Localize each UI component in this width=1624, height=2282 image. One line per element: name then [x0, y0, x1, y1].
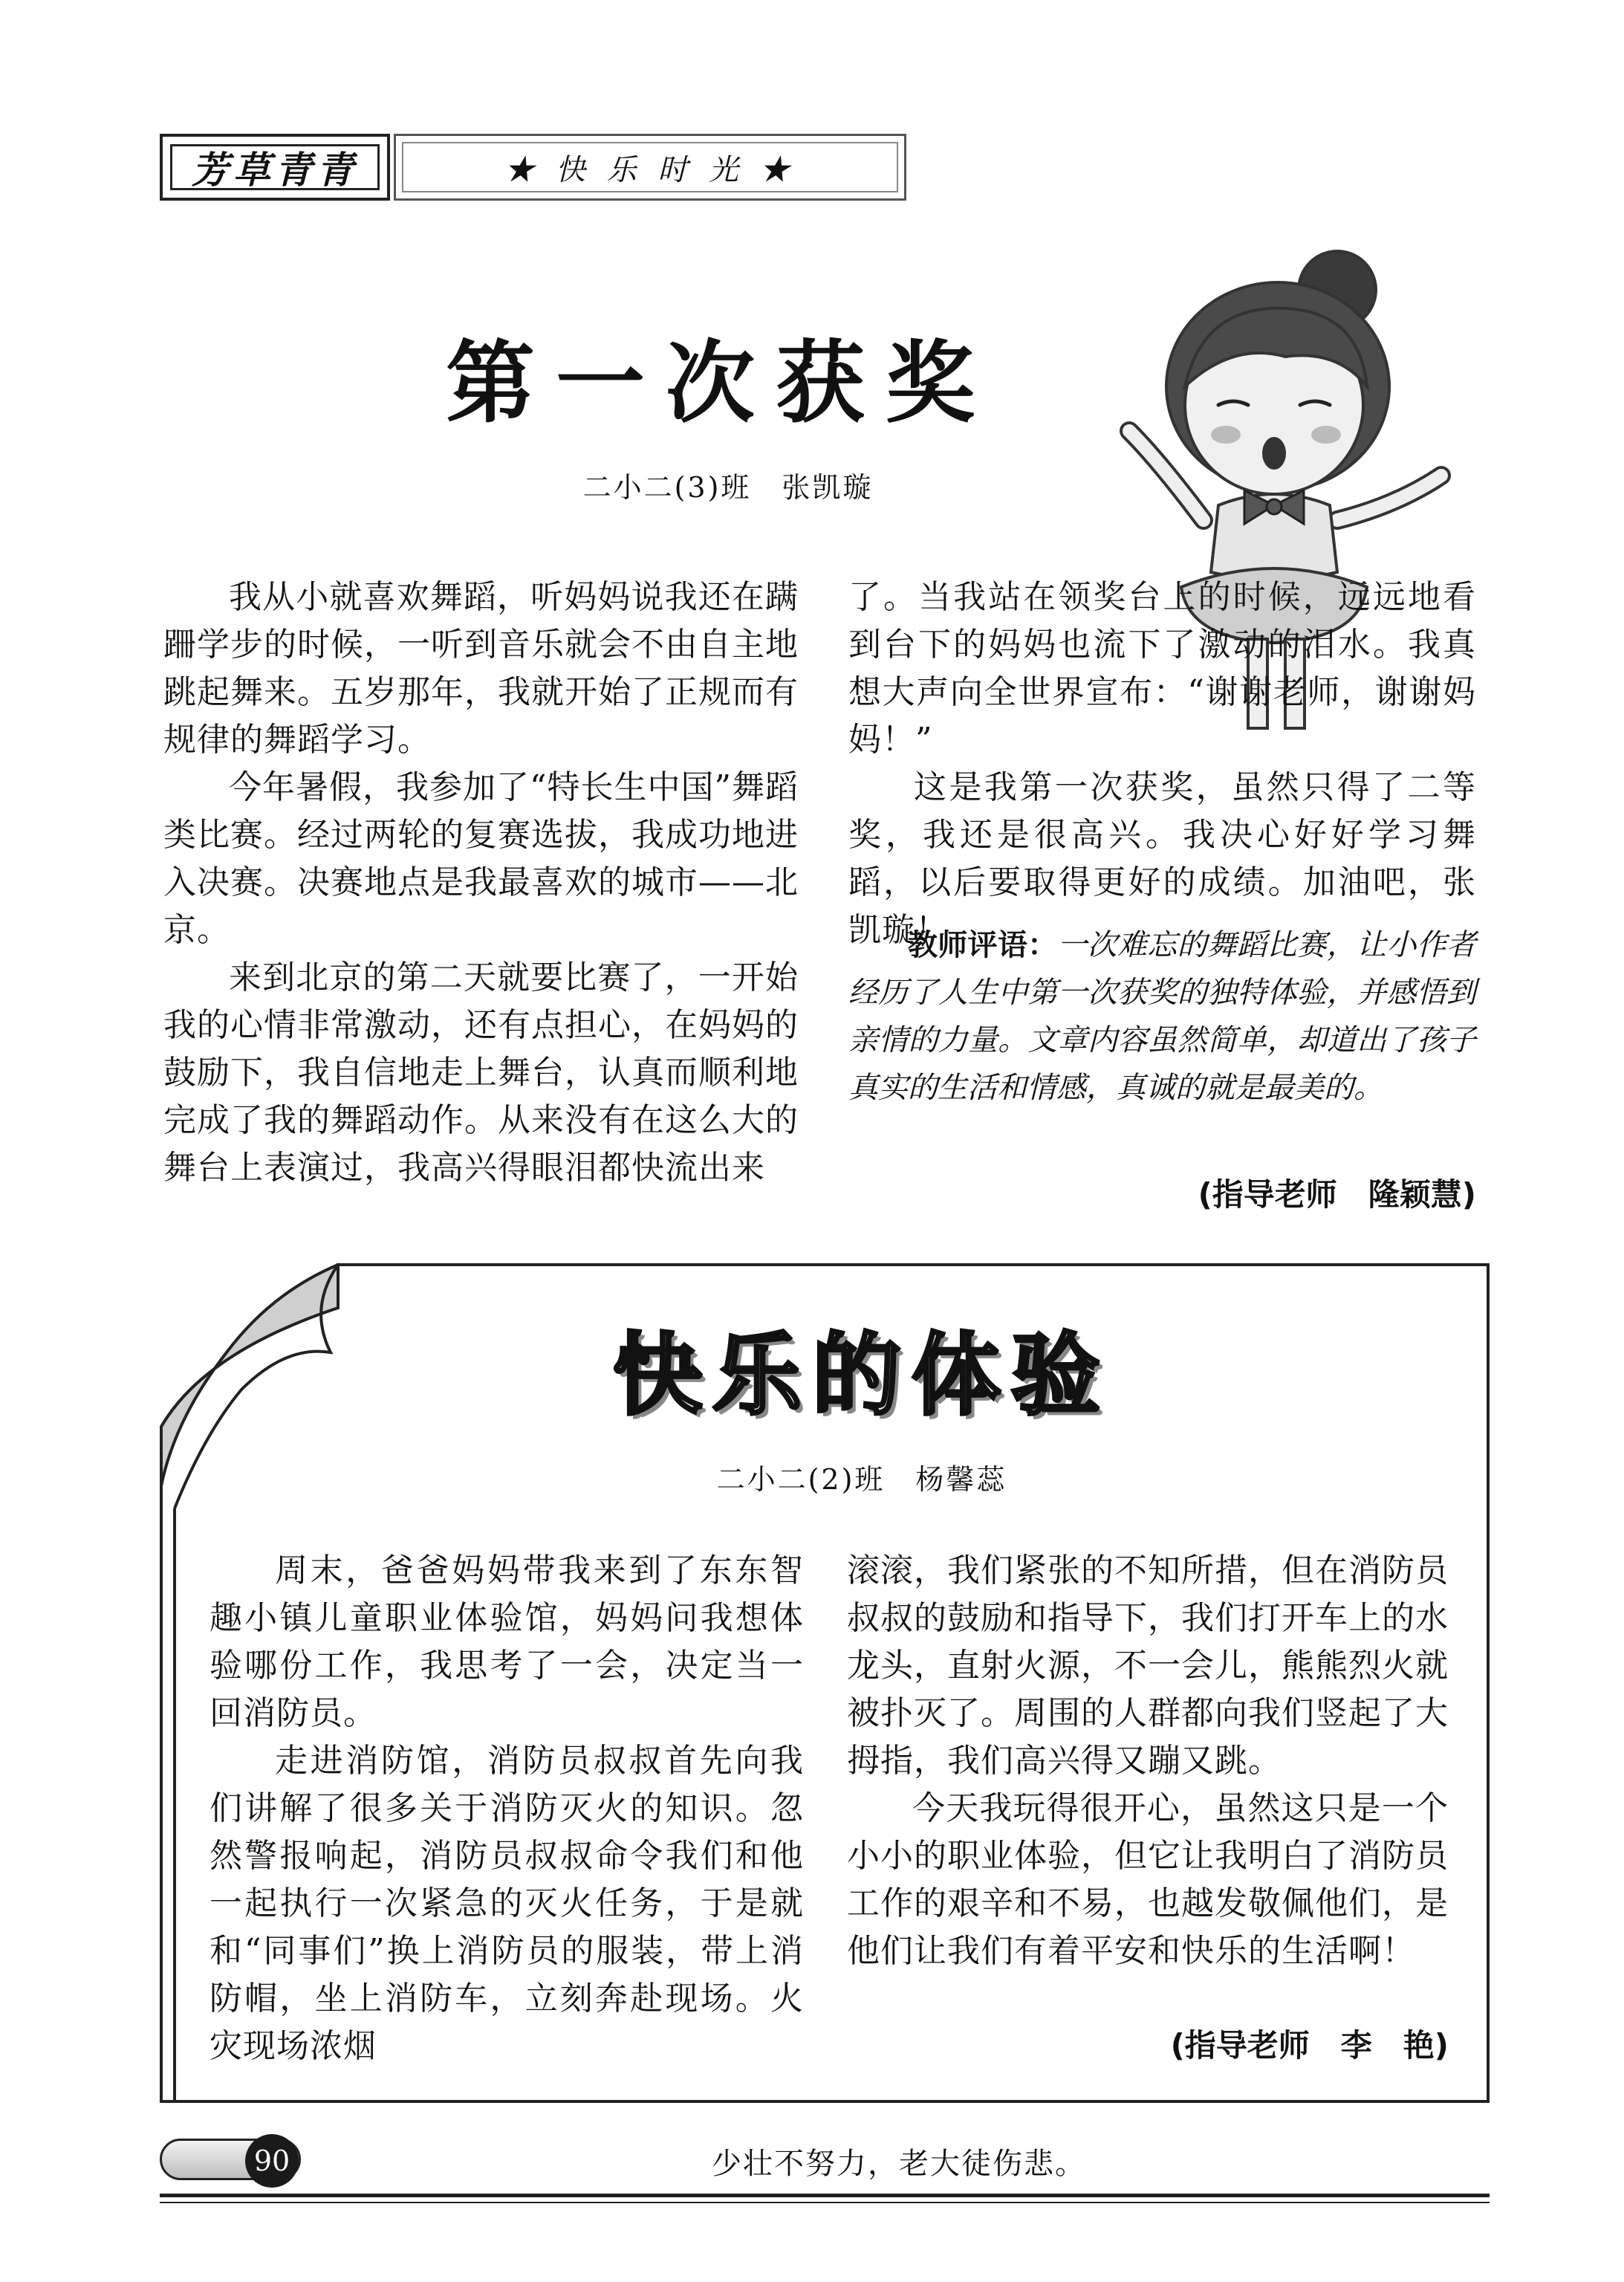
article1-teacher: (指导老师 隆颖慧) [1198, 1176, 1476, 1213]
teacher-review [848, 921, 1476, 1112]
teacher-review-label: 教师评语： [908, 928, 1058, 962]
article1-byline: 二小二(3)班 张凯璇 [582, 471, 874, 504]
section-name: ★ 快 乐 时 光 ★ [402, 142, 898, 192]
article1-column-right [848, 574, 1476, 954]
article2-teacher: (指导老师 李 艳) [1170, 2027, 1449, 2064]
footer-rule-thin [160, 2202, 1490, 2203]
article1-column-left [163, 574, 799, 1192]
article2-paragraph: 今天我玩得很开心，虽然这只是一个小小的职业体验，但它让我明白了消防员工作的艰辛和不易，也越发敬佩他们，是他们让我们有着平安和快乐的生活啊！ [847, 1789, 1449, 1970]
column-name-box [160, 134, 390, 201]
article2-title: 快乐的体验 [613, 1324, 1111, 1427]
article2-column-right [847, 1547, 1449, 1975]
article2-byline: 二小二(2)班 杨馨蕊 [716, 1463, 1007, 1496]
article1-paragraph: 今年暑假，我参加了“特长生中国”舞蹈类比赛。经过两轮的复赛选拔，我成功地进入决赛。决赛地点是我最喜欢的城市——北京。 [163, 768, 799, 949]
section-name-box [394, 134, 906, 201]
article1-paragraph: 这是我第一次获奖，虽然只得了二等奖，我还是很高兴。我决心好好学习舞蹈，以后要取得更好的成绩。加油吧，张凯璇！ [848, 768, 1476, 949]
article2-paragraph-continued: 滚滚，我们紧张的不知所措，但在消防员叔叔的鼓励和指导下，我们打开车上的水龙头，直射火源，不一会儿，熊熊烈火就被扑灭了。周围的人群都向我们竖起了大拇指，我们高兴得又蹦又跳。 [847, 1552, 1449, 1780]
article1-paragraph-continued: 了。当我站在领奖台上的时候，远远地看到台下的妈妈也流下了激动的泪水。我真想大声向全世界宣布：“谢谢老师，谢谢妈妈！” [848, 578, 1476, 759]
article2-paragraph: 周末，爸爸妈妈带我来到了东东智趣小镇儿童职业体验馆，妈妈问我想体验哪份工作，我思考了一会，决定当一回消防员。 [210, 1552, 804, 1732]
article2-column-left [210, 1547, 804, 2070]
page-number: 90 [245, 2134, 299, 2188]
footer-rule [160, 2194, 1490, 2197]
footer-motto: 少壮不努力，老大徒伤悲。 [712, 2147, 1086, 2181]
teacher-review-text: 一次难忘的舞蹈比赛，让小作者经历了人生中第一次获奖的独特体验，并感悟到亲情的力量。文章内容虽然简单，却道出了孩子真实的生活和情感，真诚的就是最美的。 [848, 928, 1477, 1105]
article1-paragraph: 来到北京的第二天就要比赛了，一开始我的心情非常激动，还有点担心，在妈妈的鼓励下，我自信地走上舞台，认真而顺利地完成了我的舞蹈动作。从来没有在这么大的舞台上表演过，我高兴得眼泪都快流出来 [163, 959, 799, 1187]
article2-paragraph: 走进消防馆，消防员叔叔首先向我们讲解了很多关于消防灭火的知识。忽然警报响起，消防员叔叔命令我们和他一起执行一次紧急的灭火任务，于是就和“同事们”换上消防员的服装，带上消防帽，坐上消防车，立刻奔赴现场。火灾现场浓烟 [210, 1742, 804, 2065]
column-name: 芳草青青 [170, 144, 380, 190]
article1-title: 第一次获奖 [446, 331, 995, 435]
article1-paragraph: 我从小就喜欢舞蹈，听妈妈说我还在蹒跚学步的时候，一听到音乐就会不由自主地跳起舞来。五岁那年，我就开始了正规而有规律的舞蹈学习。 [163, 578, 799, 759]
